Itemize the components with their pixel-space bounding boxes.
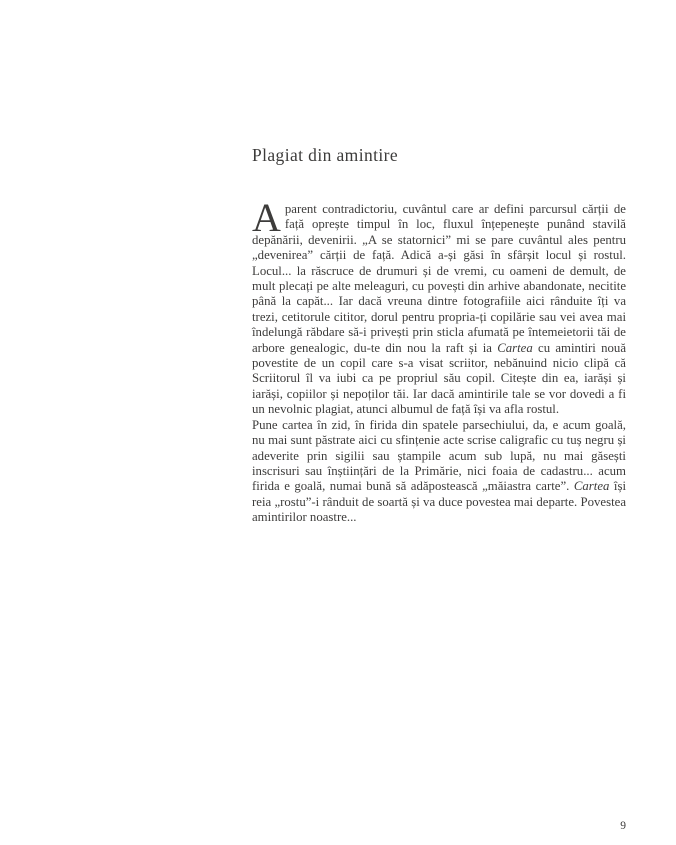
body-text-segment: cu amintiri nouă povestite de un copil care s-a visat scriitor, nebănuind nicio clipă că Scriitorul îl va iubi ca pe propriul său copil. Citește din ea, iarăși și iarăși, copiilor și nepoților tăi. Iar dacă amintirile tale se vor dovedi a fi un nevolnic plagiat, atunci albumul de față își va afla rostul. (252, 340, 626, 417)
body-text-segment: parent contradictoriu, cuvântul care ar defini parcursul cărții de față oprește timpul în loc, fluxul înțepenește punând stavilă depănării, devenirii. „A se statornici” mi se pare cuvântul ales pentru „devenirea” cărții de față. Adică a-și găsi în sfârșit locul și rostul. Locul... la răscruce de drumuri și de vremi, cu oameni de demult, de mult plecați pe alte meleaguri, cu povești din arhive abandonate, necitite până la capăt... Iar dacă vreuna dintre fotografiile aici rânduite îți va trezi, cetitorule cititor, dorul pentru propria-ți copilărie sau vei avea mai îndelungă răbdare să-i privești prin sticla afumată pe întemeietorii tăi de arbore genealogic, du-te din nou la raft și ia (252, 202, 626, 355)
page-number: 9 (620, 820, 626, 832)
body-text-segment: Pune cartea în zid, în firida din spatele parsechiului, da, e acum goală, nu mai sunt păstrate aici cu sfințenie acte scrise caligrafic cu tuș negru și adeverite prin sigilii sau ștampile acum sub lupă, nu mai găsești inscrisuri sau înștiințări de la Primărie, nici foaia de cadastru... acum firida e goală, numai bună să adăpostească „măiastra carte”. (252, 417, 626, 494)
italic-text: Cartea (573, 479, 610, 494)
paragraph (252, 195, 626, 418)
paragraph (252, 418, 626, 526)
body-text-segment: își reia „rostu”-i rânduit de soartă și va duce povestea mai departe. Povestea amintirilor noastre... (252, 479, 626, 525)
body-text (252, 195, 626, 526)
text-block (252, 145, 626, 526)
chapter-title: Plagiat din amintire (252, 145, 399, 165)
drop-cap: A (252, 195, 281, 240)
italic-text: Cartea (497, 340, 533, 355)
